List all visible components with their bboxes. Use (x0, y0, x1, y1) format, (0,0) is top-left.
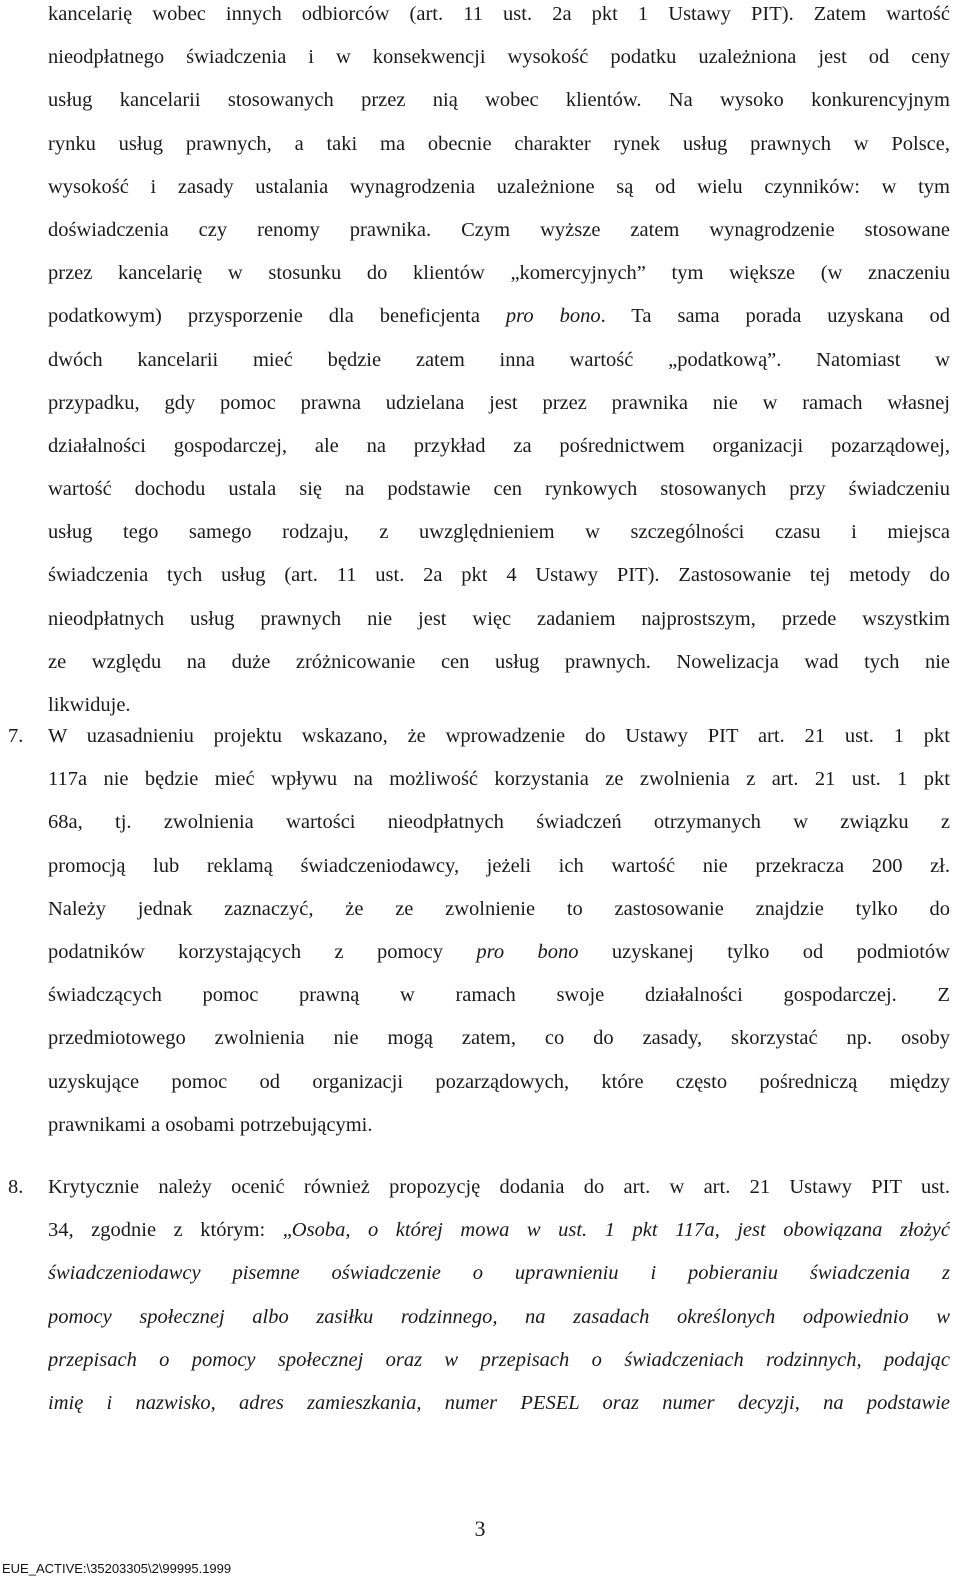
text-line: 68a, tj. zwolnienia wartości nieodpłatnych świadczeń otrzymanych w związku z (48, 811, 950, 834)
text-line: ze względu na duże zróżnicowanie cen usług prawnych. Nowelizacja wad tych nie (48, 650, 950, 673)
text-fragment: . Ta sama porada uzyskana od (600, 305, 950, 328)
text-line-with-italic (48, 295, 950, 338)
text-fragment: podatkowym) przysporzenie dla beneficjenta (48, 305, 480, 328)
text-line: przez kancelarię w stosunku do klientów „komercyjnych” tym większe (w znaczeniu (48, 262, 950, 285)
italic-line (48, 1339, 950, 1382)
text-line: przedmiotowego zwolnienia nie mogą zatem, co do zasady, skorzystać np. osoby (48, 1027, 950, 1050)
text-line: likwiduje. (48, 694, 131, 716)
text-line-with-italic (48, 1209, 950, 1252)
text-fragment: uzyskanej tylko od podmiotów (611, 940, 950, 963)
text-line: nieodpłatnych usług prawnych nie jest więc zadaniem najprostszym, przede wszystkim (48, 607, 950, 630)
text-line: usług tego samego rodzaju, z uwzględnieniem w szczególności czasu i miejsca (48, 521, 950, 544)
document-id: EUE_ACTIVE:\35203305\2\99995.1999 (2, 1561, 232, 1576)
text-line-with-italic (48, 931, 950, 974)
text-line: Należy jednak zaznaczyć, że ze zwolnienie to zastosowanie znajdzie tylko do (48, 897, 950, 920)
text-line: kancelarię wobec innych odbiorców (art. 11 ust. 2a pkt 1 Ustawy PIT). Zatem wartość (48, 3, 950, 25)
text-line: nieodpłatnego świadczenia i w konsekwencji wysokość podatku uzależniona jest od ceny (48, 46, 950, 69)
italic-quote: pomocy społecznej albo zasiłku rodzinnego, na zasadach określonych odpowiednio w (48, 1305, 950, 1328)
italic-line (48, 1296, 950, 1339)
italic-quote: imię i nazwisko, adres zamieszkania, numer PESEL oraz numer decyzji, na podstawie (48, 1391, 950, 1414)
text-line: świadczenia tych usług (art. 11 ust. 2a pkt 4 Ustawy PIT). Zastosowanie tej metody do (48, 564, 950, 587)
text-line: przypadku, gdy pomoc prawna udzielana jest przez prawnika nie w ramach własnej (48, 391, 950, 414)
text-line: wartość dochodu ustala się na podstawie cen rynkowych stosowanych przy świadczeniu (48, 478, 950, 501)
continuation-paragraph (48, 0, 950, 727)
list-item-text (48, 715, 950, 1147)
italic-quote: przepisach o pomocy społecznej oraz w przepisach o świadczeniach rodzinnych, podając (48, 1348, 950, 1371)
text-line: prawnikami a osobami potrzebującymi. (48, 1113, 373, 1136)
text-line: świadczących pomoc prawną w ramach swoje działalności gospodarczej. Z (48, 984, 950, 1007)
italic-line (48, 1382, 950, 1425)
text-line: W uzasadnieniu projektu wskazano, że wprowadzenie do Ustawy PIT art. 21 ust. 1 pkt (48, 725, 950, 747)
text-line: promocją lub reklamą świadczeniodawcy, jeżeli ich wartość nie przekracza 200 zł. (48, 854, 950, 877)
text-line: usług kancelarii stosowanych przez nią wobec klientów. Na wysoko konkurencyjnym (48, 89, 950, 112)
text-line: rynku usług prawnych, a taki ma obecnie charakter rynek usług prawnych w Polsce, (48, 132, 950, 155)
italic-term: pro bono (505, 305, 601, 328)
text-line: doświadczenia czy renomy prawnika. Czym wyższe zatem wynagrodzenie stosowane (48, 218, 950, 241)
text-line: uzyskujące pomoc od organizacji pozarządowych, które często pośredniczą między (48, 1070, 950, 1093)
list-item-text (48, 1166, 950, 1425)
text-line: dwóch kancelarii mieć będzie zatem inna wartość „podatkową”. Natomiast w (48, 348, 950, 371)
italic-quote: świadczeniodawcy pisemne oświadczenie o uprawnieniu i pobieraniu świadczenia z (48, 1262, 950, 1285)
text-fragment: 34, zgodnie z którym: „ (48, 1219, 292, 1242)
italic-term: pro bono (476, 940, 579, 963)
text-line: wysokość i zasady ustalania wynagrodzenia uzależnione są od wielu czynników: w tym (48, 175, 950, 198)
italic-line (48, 1252, 950, 1295)
text-fragment: podatników korzystających z pomocy (48, 940, 444, 963)
list-number: 7. (8, 725, 24, 747)
text-line: działalności gospodarczej, ale na przykład za pośrednictwem organizacji pozarządowej, (48, 434, 950, 457)
italic-quote: Osoba, o której mowa w ust. 1 pkt 117a, jest obowiązana złożyć (291, 1219, 950, 1242)
page-number: 3 (474, 1516, 486, 1541)
text-line: 117a nie będzie mieć wpływu na możliwość korzystania ze zwolnienia z art. 21 ust. 1 pkt (48, 768, 950, 791)
text-line: Krytycznie należy ocenić również propozycję dodania do art. w art. 21 Ustawy PIT ust. (48, 1176, 950, 1198)
list-number: 8. (8, 1176, 24, 1198)
